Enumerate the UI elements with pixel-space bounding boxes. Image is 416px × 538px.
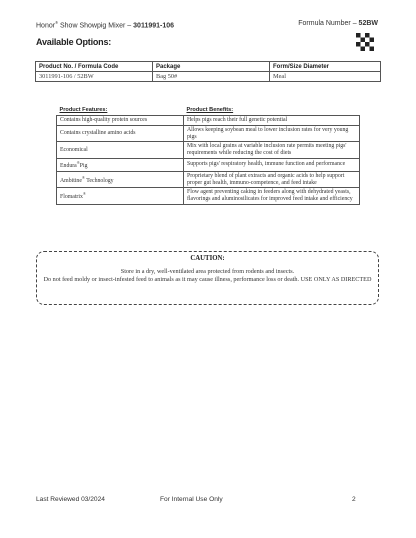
caution-box (36, 251, 379, 305)
product-name: Show Showpig Mixer (59, 22, 126, 30)
formula-number: 52BW (358, 20, 378, 27)
feature-cell (57, 116, 184, 126)
caution-title: CAUTION: (190, 255, 225, 262)
page-number: 2 (352, 496, 356, 503)
feature-cell (57, 188, 184, 205)
feature-text: Endura (60, 162, 77, 169)
formula-label: Formula Number (298, 20, 351, 27)
features-table (56, 106, 360, 205)
col-package: Package (153, 62, 270, 72)
product-code: 3011991-106 (133, 22, 175, 30)
brand-name: Honor (36, 22, 56, 30)
options-header-row (36, 62, 381, 72)
checkered-logo-icon (356, 33, 374, 51)
table-row (57, 188, 360, 205)
benefit-cell: Allows keeping soybean meal to lower inclusion rates for very young pigs (184, 125, 360, 142)
feature-cell (57, 158, 184, 171)
header-formula: Formula Number – 52BW (298, 20, 378, 27)
registered-mark: ® (76, 159, 80, 165)
feature-cell (57, 125, 184, 142)
features-header-row (57, 106, 360, 116)
col-benefits: Product Benefits: (184, 106, 360, 116)
caution-storage: Store in a dry, well-ventilated area protected from rodents and insects. (120, 268, 295, 276)
feature-suffix: Pig (79, 162, 88, 169)
options-table (35, 61, 381, 82)
caution-warning: Do not feed moldy or insect-infested feed to animals as it may cause illness, performance loss or death. USE ONLY AS DIRECTED (43, 275, 372, 283)
cell-form-size: Meal (270, 72, 381, 82)
col-features: Product Features: (57, 106, 184, 116)
table-row (57, 116, 360, 126)
feature-suffix: Technology (84, 177, 114, 184)
feature-text: Flomatrix (60, 194, 83, 201)
benefit-cell: Flow agent preventing caking in feeders along with dehydrated yeasts, flavorings and aluminosilicates for improved feed intake and efficiency (184, 188, 360, 205)
table-row (36, 72, 381, 82)
table-row (57, 171, 360, 188)
feature-text: Economical (60, 146, 88, 153)
benefit-cell: Mix with local grains at variable inclusion rate permits meeting pigs' requirements while reducing the cost of diets (184, 142, 360, 159)
available-options-title: Available Options: (36, 37, 112, 47)
internal-use-note: For Internal Use Only (160, 496, 223, 503)
table-row (57, 158, 360, 171)
benefit-cell: Proprietary blend of plant extracts and organic acids to help support proper gut health, immuno-competence, and feed intake (184, 171, 360, 188)
benefit-cell: Supports pigs' respiratory health, immune function and performance (184, 158, 360, 171)
feature-cell (57, 171, 184, 188)
feature-text: Contains high-quality protein sources (60, 117, 148, 123)
cell-package: Bag 50# (153, 72, 270, 82)
table-row (57, 125, 360, 142)
col-product-no: Product No. / Formula Code (36, 62, 153, 72)
feature-text: Contains crystalline amino acids (60, 130, 136, 137)
cell-product-no: 3011991-106 / 52BW (36, 72, 153, 82)
benefit-cell: Helps pigs reach their full genetic potential (184, 116, 360, 126)
feature-text: Ambitine (60, 177, 82, 184)
registered-mark: ® (55, 20, 59, 25)
col-form-size: Form/Size Diameter (270, 62, 381, 72)
feature-cell (57, 142, 184, 159)
table-row (57, 142, 360, 159)
registered-mark: ® (81, 174, 85, 180)
last-reviewed: Last Reviewed 03/2024 (36, 496, 105, 503)
registered-mark: ® (82, 191, 86, 197)
header-product: Honor® Show Showpig Mixer – 3011991-106 (36, 20, 175, 30)
